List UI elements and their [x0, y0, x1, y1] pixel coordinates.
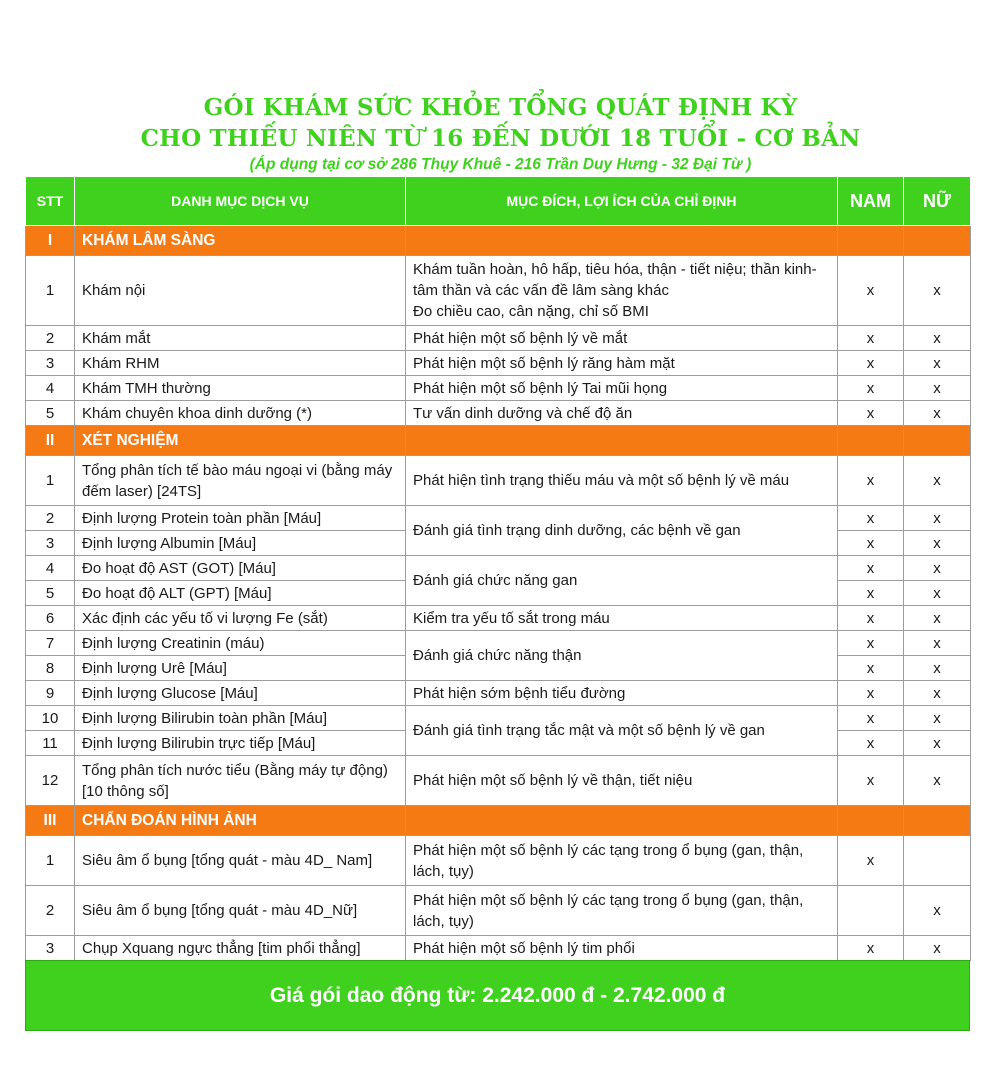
- row-stt: 9: [26, 681, 75, 706]
- row-female: x: [904, 706, 971, 731]
- header-stt: STT: [26, 177, 75, 226]
- row-male: x: [838, 656, 904, 681]
- table-row: [26, 886, 971, 936]
- location-note: (Áp dụng tại cơ sở 286 Thụy Khuê - 216 Trần Duy Hưng - 32 Đại Từ ): [249, 156, 752, 173]
- row-service: Định lượng Glucose [Máu]: [75, 681, 406, 706]
- row-purpose: Phát hiện một số bệnh lý Tai mũi họng: [406, 376, 838, 401]
- row-service: Tổng phân tích tế bào máu ngoại vi (bằng máy đếm laser) [24TS]: [75, 456, 406, 506]
- table-row: [26, 606, 971, 631]
- row-stt: 5: [26, 401, 75, 426]
- row-female: x: [904, 326, 971, 351]
- row-service: Chụp Xquang ngực thẳng [tim phổi thẳng]: [75, 936, 406, 961]
- row-stt: 3: [26, 351, 75, 376]
- row-male: x: [838, 836, 904, 886]
- price-banner: [25, 960, 970, 1031]
- row-male: x: [838, 581, 904, 606]
- row-service: Định lượng Bilirubin toàn phần [Máu]: [75, 706, 406, 731]
- section-name: KHÁM LÂM SÀNG: [75, 226, 406, 256]
- row-female: x: [904, 656, 971, 681]
- row-stt: 1: [26, 456, 75, 506]
- row-purpose: Kiểm tra yếu tố sắt trong máu: [406, 606, 838, 631]
- row-service: Khám nội: [75, 256, 406, 326]
- row-male: x: [838, 401, 904, 426]
- row-purpose: Đánh giá chức năng gan: [406, 556, 838, 606]
- row-stt: 4: [26, 556, 75, 581]
- row-purpose: Phát hiện một số bệnh lý về mắt: [406, 326, 838, 351]
- table-row: [26, 401, 971, 426]
- row-female: x: [904, 681, 971, 706]
- price-text: Giá gói dao động từ: 2.242.000 đ - 2.742.000 đ: [269, 983, 726, 1007]
- table-row: [26, 631, 971, 656]
- row-purpose: Đánh giá chức năng thận: [406, 631, 838, 681]
- row-purpose: Phát hiện một số bệnh lý tim phổi: [406, 936, 838, 961]
- row-female: x: [904, 581, 971, 606]
- row-stt: 2: [26, 506, 75, 531]
- row-stt: 2: [26, 326, 75, 351]
- table-row: [26, 326, 971, 351]
- row-purpose: Đánh giá tình trạng tắc mật và một số bệnh lý về gan: [406, 706, 838, 756]
- section-name: CHẨN ĐOÁN HÌNH ẢNH: [75, 806, 406, 836]
- row-stt: 8: [26, 656, 75, 681]
- row-female: x: [904, 376, 971, 401]
- row-female: x: [904, 401, 971, 426]
- row-female: x: [904, 756, 971, 806]
- row-stt: 2: [26, 886, 75, 936]
- row-male: x: [838, 706, 904, 731]
- row-service: Đo hoạt độ ALT (GPT) [Máu]: [75, 581, 406, 606]
- table-row: [26, 351, 971, 376]
- row-male: x: [838, 681, 904, 706]
- row-stt: 3: [26, 531, 75, 556]
- row-service: Định lượng Albumin [Máu]: [75, 531, 406, 556]
- row-male: x: [838, 351, 904, 376]
- row-purpose: Phát hiện một số bệnh lý răng hàm mặt: [406, 351, 838, 376]
- row-stt: 7: [26, 631, 75, 656]
- row-service: Tổng phân tích nước tiểu (Bằng máy tự động) [10 thông số]: [75, 756, 406, 806]
- row-stt: 1: [26, 256, 75, 326]
- row-female: [904, 836, 971, 886]
- row-service: Khám mắt: [75, 326, 406, 351]
- section-number: II: [26, 426, 75, 456]
- row-service: Khám RHM: [75, 351, 406, 376]
- row-male: x: [838, 731, 904, 756]
- row-service: Định lượng Creatinin (máu): [75, 631, 406, 656]
- row-male: x: [838, 936, 904, 961]
- row-stt: 5: [26, 581, 75, 606]
- row-female: x: [904, 531, 971, 556]
- row-male: x: [838, 756, 904, 806]
- row-purpose: Phát hiện sớm bệnh tiểu đường: [406, 681, 838, 706]
- row-service: Khám TMH thường: [75, 376, 406, 401]
- row-female: x: [904, 731, 971, 756]
- table-row: [26, 556, 971, 581]
- table-row: [26, 836, 971, 886]
- section-row: [26, 806, 971, 836]
- row-purpose: Phát hiện một số bệnh lý các tạng trong ổ bụng (gan, thận, lách, tụy): [406, 836, 838, 886]
- page-title: GÓI KHÁM SỨC KHỎE TỔNG QUÁT ĐỊNH KỲ: [203, 94, 798, 121]
- row-male: x: [838, 326, 904, 351]
- row-service: Khám chuyên khoa dinh dưỡng (*): [75, 401, 406, 426]
- row-male: [838, 886, 904, 936]
- row-service: Đo hoạt độ AST (GOT) [Máu]: [75, 556, 406, 581]
- section-name: XÉT NGHIỆM: [75, 426, 406, 456]
- table-row: [26, 681, 971, 706]
- table-row: [26, 706, 971, 731]
- table-row: [26, 506, 971, 531]
- row-service: Định lượng Protein toàn phần [Máu]: [75, 506, 406, 531]
- row-service: Xác định các yếu tố vi lượng Fe (sắt): [75, 606, 406, 631]
- header-female: NỮ: [904, 177, 971, 226]
- table-row: [26, 376, 971, 401]
- row-female: x: [904, 506, 971, 531]
- row-service: Siêu âm ổ bụng [tổng quát - màu 4D_Nữ]: [75, 886, 406, 936]
- row-service: Định lượng Urê [Máu]: [75, 656, 406, 681]
- row-stt: 4: [26, 376, 75, 401]
- row-purpose: Tư vấn dinh dưỡng và chế độ ăn: [406, 401, 838, 426]
- row-female: x: [904, 456, 971, 506]
- row-purpose: Phát hiện một số bệnh lý về thận, tiết niệu: [406, 756, 838, 806]
- row-stt: 3: [26, 936, 75, 961]
- row-male: x: [838, 606, 904, 631]
- section-number: III: [26, 806, 75, 836]
- header-male: NAM: [838, 177, 904, 226]
- row-stt: 10: [26, 706, 75, 731]
- row-purpose: Khám tuần hoàn, hô hấp, tiêu hóa, thận - tiết niệu; thần kinh-tâm thần và các vấn đề lâm sàng khác Đo chiều cao, cân nặng, chỉ số BMI: [406, 256, 838, 326]
- page-subtitle: CHO THIẾU NIÊN TỪ 16 ĐẾN DƯỚI 18 TUỔI - CƠ BẢN: [140, 125, 861, 152]
- row-female: x: [904, 556, 971, 581]
- table-header-row: [26, 177, 971, 226]
- row-female: x: [904, 886, 971, 936]
- row-stt: 1: [26, 836, 75, 886]
- row-purpose: Phát hiện một số bệnh lý các tạng trong ổ bụng (gan, thận, lách, tụy): [406, 886, 838, 936]
- row-purpose: Đánh giá tình trạng dinh dưỡng, các bệnh về gan: [406, 506, 838, 556]
- section-row: [26, 426, 971, 456]
- row-service: Siêu âm ổ bụng [tổng quát - màu 4D_ Nam]: [75, 836, 406, 886]
- table-row: [26, 256, 971, 326]
- table-row: [26, 936, 971, 961]
- table-row: [26, 756, 971, 806]
- row-male: x: [838, 556, 904, 581]
- row-service: Định lượng Bilirubin trực tiếp [Máu]: [75, 731, 406, 756]
- row-stt: 12: [26, 756, 75, 806]
- row-male: x: [838, 256, 904, 326]
- header-titles: [0, 92, 1001, 176]
- header-purpose: MỤC ĐÍCH, LỢI ÍCH CỦA CHỈ ĐỊNH: [406, 177, 838, 226]
- row-male: x: [838, 631, 904, 656]
- row-male: x: [838, 376, 904, 401]
- row-female: x: [904, 606, 971, 631]
- row-male: x: [838, 506, 904, 531]
- row-female: x: [904, 936, 971, 961]
- row-stt: 6: [26, 606, 75, 631]
- row-male: x: [838, 531, 904, 556]
- row-female: x: [904, 351, 971, 376]
- row-purpose: Phát hiện tình trạng thiếu máu và một số bệnh lý về máu: [406, 456, 838, 506]
- row-female: x: [904, 256, 971, 326]
- row-female: x: [904, 631, 971, 656]
- header-service: DANH MỤC DỊCH VỤ: [75, 177, 406, 226]
- table-row: [26, 456, 971, 506]
- service-table: [25, 176, 971, 961]
- section-row: [26, 226, 971, 256]
- row-stt: 11: [26, 731, 75, 756]
- section-number: I: [26, 226, 75, 256]
- row-male: x: [838, 456, 904, 506]
